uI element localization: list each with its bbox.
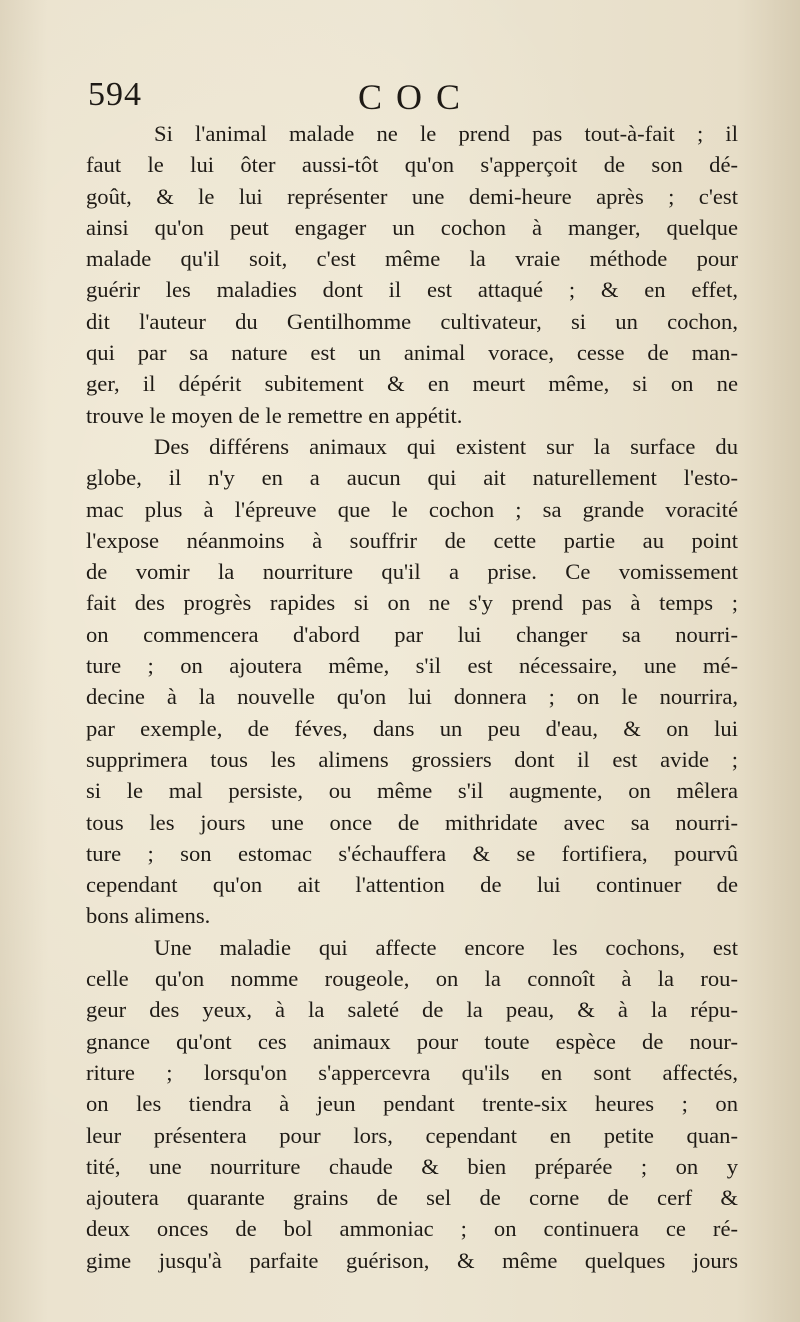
text-line: riture ; lorsqu'on s'appercevra qu'ils en sont affectés,: [86, 1059, 738, 1085]
text-line: ture ; on ajoutera même, s'il est nécessaire, une mé-: [86, 653, 738, 679]
text-line: tité, une nourriture chaude & bien préparée ; on y: [86, 1153, 738, 1179]
text-line: ainsi qu'on peut engager un cochon à manger, quelque: [86, 214, 738, 240]
text-line: par exemple, de féves, dans un peu d'eau, & on lui: [86, 715, 738, 741]
text-line: qui par sa nature est un animal vorace, cesse de man-: [86, 340, 738, 366]
paragraph-3: [86, 932, 738, 1276]
text-line: decine à la nouvelle qu'on lui donnera ; on le nourrira,: [86, 684, 738, 710]
text-line: trouve le moyen de le remettre en appétit.: [86, 402, 463, 428]
page-number: 594: [88, 76, 142, 113]
body-text: [86, 118, 738, 1276]
text-line: on commencera d'abord par lui changer sa nourri-: [86, 621, 738, 647]
text-line: ajoutera quarante grains de sel de corne de cerf &: [86, 1185, 738, 1211]
text-line: de vomir la nourriture qu'il a prise. Ce vomissement: [86, 559, 738, 585]
text-line: dit l'auteur du Gentilhomme cultivateur, si un cochon,: [86, 308, 738, 334]
text-line: cependant qu'on ait l'attention de lui continuer de: [86, 872, 738, 898]
running-head: COC: [358, 77, 475, 117]
text-line: Une maladie qui affecte encore les cochons, est: [154, 934, 738, 960]
text-line: malade qu'il soit, c'est même la vraie méthode pour: [86, 246, 738, 272]
text-line: goût, & le lui représenter une demi-heure après ; c'est: [86, 183, 738, 209]
text-line: ger, il dépérit subitement & en meurt même, si on ne: [86, 371, 738, 397]
page-header: [88, 76, 748, 120]
text-line: gnance qu'ont ces animaux pour toute espèce de nour-: [86, 1028, 738, 1054]
text-line: mac plus à l'épreuve que le cochon ; sa grande voracité: [86, 496, 738, 522]
text-line: si le mal persiste, ou même s'il augmente, on mêlera: [86, 778, 738, 804]
text-line: globe, il n'y en a aucun qui ait naturellement l'esto-: [86, 465, 738, 491]
text-line: supprimera tous les alimens grossiers dont il est avide ;: [86, 746, 738, 772]
text-line: leur présentera pour lors, cependant en petite quan-: [86, 1122, 738, 1148]
text-line: gime jusqu'à parfaite guérison, & même quelques jours: [86, 1247, 738, 1273]
paragraph-2: [86, 431, 738, 932]
text-line: Si l'animal malade ne le prend pas tout-à-fait ; il: [154, 121, 738, 146]
text-line: guérir les maladies dont il est attaqué ; & en effet,: [86, 277, 738, 303]
text-line: celle qu'on nomme rougeole, on la connoît à la rou-: [86, 966, 738, 992]
paragraph-1: [86, 118, 738, 431]
text-line: ture ; son estomac s'échauffera & se fortifiera, pourvû: [86, 840, 738, 866]
text-line: deux onces de bol ammoniac ; on continuera ce ré-: [86, 1216, 738, 1242]
text-line: tous les jours une once de mithridate avec sa nourri-: [86, 809, 738, 835]
text-line: bons alimens.: [86, 903, 211, 929]
text-line: on les tiendra à jeun pendant trente-six heures ; on: [86, 1091, 738, 1117]
text-line: faut le lui ôter aussi-tôt qu'on s'apperçoit de son dé-: [86, 152, 738, 178]
text-line: Des différens animaux qui existent sur la surface du: [154, 433, 738, 459]
text-line: fait des progrès rapides si on ne s'y prend pas à temps ;: [86, 590, 738, 616]
text-line: geur des yeux, à la saleté de la peau, & à la répu-: [86, 997, 738, 1023]
text-line: l'expose néanmoins à souffrir de cette partie au point: [86, 527, 738, 553]
